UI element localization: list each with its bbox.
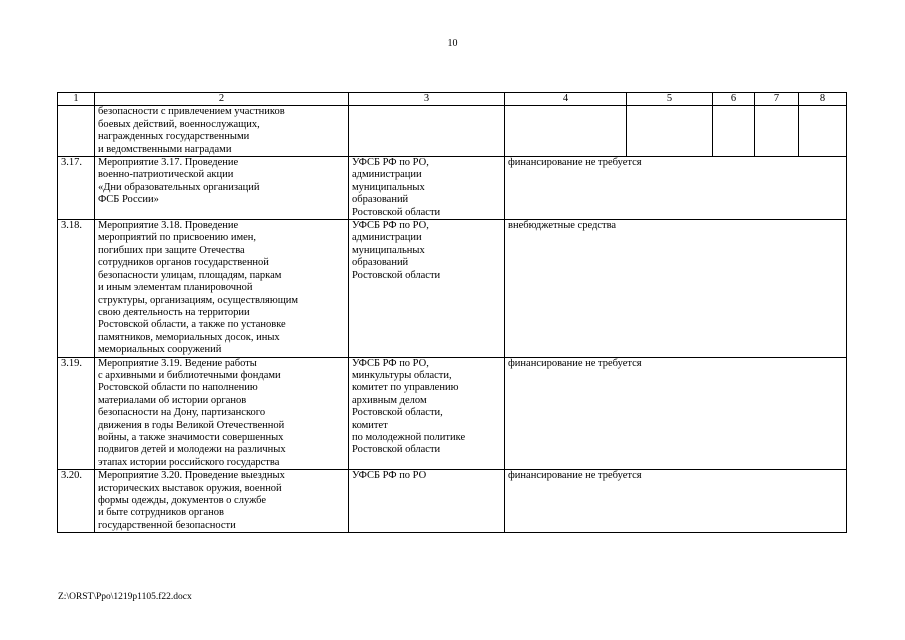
- responsible-executor: [349, 220, 505, 357]
- event-line: безопасности на Дону, партизанского: [98, 407, 266, 419]
- responsible-executor: [349, 106, 505, 157]
- table-row: [58, 157, 847, 220]
- event-line: мемориальных сооружений: [98, 344, 222, 356]
- row-number: 3.18.: [58, 220, 95, 357]
- column-number-5: 5: [627, 93, 713, 106]
- executor-line: по молодежной политике: [352, 431, 466, 443]
- executor-line: минкультуры области,: [352, 369, 452, 381]
- responsible-executor: [349, 157, 505, 220]
- column-number-6: 6: [713, 93, 755, 106]
- financing-source: [505, 106, 627, 157]
- event-line: свою деятельность на территории: [98, 306, 250, 318]
- event-line: движения в годы Великой Отечественной: [98, 419, 285, 431]
- financing-source: [505, 357, 847, 470]
- empty-cell: [627, 106, 713, 157]
- event-line: памятников, мемориальных досок, иных: [98, 331, 280, 343]
- event-line: «Дни образовательных организаций: [98, 181, 260, 193]
- executor-line: Ростовской области: [352, 444, 441, 456]
- event-line: материалами об истории органов: [98, 394, 247, 406]
- event-line: этапах истории российского государства: [98, 456, 280, 468]
- responsible-executor: [349, 357, 505, 470]
- row-number: 3.17.: [58, 157, 95, 220]
- table-row: [58, 220, 847, 357]
- event-line: и ведомственными наградами: [98, 143, 232, 155]
- financing-source: [505, 157, 847, 220]
- event-line: Мероприятие 3.17. Проведение: [98, 157, 239, 169]
- event-line: подвигов детей и молодежи на различных: [98, 444, 286, 456]
- responsible-executor: [349, 470, 505, 533]
- event-description: [95, 220, 349, 357]
- event-line: структуры, организациям, осуществляющим: [98, 294, 299, 306]
- column-number-2: 2: [95, 93, 349, 106]
- table-row: [58, 357, 847, 470]
- executor-line: администрации: [352, 169, 422, 181]
- column-number-header-row: [58, 93, 847, 106]
- column-number-8: 8: [799, 93, 847, 106]
- column-number-4: 4: [505, 93, 627, 106]
- column-number-7: 7: [755, 93, 799, 106]
- financing-text: финансирование не требуется: [508, 157, 642, 169]
- event-line: боевых действий, военнослужащих,: [98, 118, 260, 130]
- executor-line: УФСБ РФ по РО,: [352, 220, 429, 232]
- event-line: награжденных государственными: [98, 131, 250, 143]
- empty-cell: [713, 106, 755, 157]
- table-row: [58, 470, 847, 533]
- table-row: [58, 106, 847, 157]
- event-line: сотрудников органов государственной: [98, 257, 269, 269]
- executor-line: Ростовской области,: [352, 407, 443, 419]
- financing-source: [505, 470, 847, 533]
- event-line: Ростовской области, а также по установке: [98, 319, 286, 331]
- financing-text: финансирование не требуется: [508, 357, 642, 369]
- column-number-1: 1: [58, 93, 95, 106]
- financing-source: [505, 220, 847, 357]
- event-line: безопасности с привлечением участников: [98, 106, 285, 118]
- event-line: формы одежды, документов о службе: [98, 495, 267, 506]
- empty-cell: [799, 106, 847, 157]
- executor-line: комитет по управлению: [352, 382, 459, 394]
- event-description: [95, 157, 349, 220]
- event-line: военно-патриотической акции: [98, 169, 234, 181]
- file-path-footer: Z:\ORST\Ppo\1219p1105.f22.docx: [58, 592, 192, 602]
- executor-line: УФСБ РФ по РО,: [352, 157, 429, 169]
- event-line: и быте сотрудников органов: [98, 507, 224, 519]
- column-number-3: 3: [349, 93, 505, 106]
- executor-line: УФСБ РФ по РО: [352, 470, 427, 482]
- event-description: [95, 106, 349, 157]
- executor-line: УФСБ РФ по РО,: [352, 357, 429, 369]
- executor-line: муниципальных: [352, 244, 425, 256]
- executor-line: муниципальных: [352, 181, 425, 193]
- executor-line: образований: [352, 257, 409, 269]
- executor-line: администрации: [352, 232, 422, 244]
- event-line: безопасности улицам, площадям, паркам: [98, 269, 282, 281]
- executor-line: Ростовской области: [352, 269, 441, 281]
- program-events-table: [57, 92, 847, 533]
- row-number: 3.19.: [58, 357, 95, 470]
- event-line: ФСБ России»: [98, 194, 159, 206]
- row-number: 3.20.: [58, 470, 95, 533]
- event-line: Мероприятие 3.18. Проведение: [98, 220, 239, 232]
- row-number: [58, 106, 95, 157]
- executor-line: Ростовской области: [352, 206, 441, 218]
- event-line: Мероприятие 3.20. Проведение выездных: [98, 470, 285, 482]
- event-line: Ростовской области по наполнению: [98, 382, 258, 394]
- executor-line: образований: [352, 194, 409, 206]
- event-line: с архивными и библиотечными фондами: [98, 369, 281, 381]
- event-line: войны, а также значимости совершенных: [98, 431, 284, 443]
- event-description: [95, 357, 349, 470]
- event-line: Мероприятие 3.19. Ведение работы: [98, 357, 257, 369]
- financing-text: внебюджетные средства: [508, 220, 617, 232]
- event-line: погибших при защите Отечества: [98, 244, 245, 256]
- executor-line: архивным делом: [352, 394, 427, 406]
- event-line: государственной безопасности: [98, 519, 236, 531]
- event-line: мероприятий по присвоению имен,: [98, 232, 257, 244]
- executor-line: комитет: [352, 419, 388, 431]
- empty-cell: [755, 106, 799, 157]
- event-description: [95, 470, 349, 533]
- financing-text: финансирование не требуется: [508, 470, 642, 482]
- event-line: исторических выставок оружия, военной: [98, 482, 282, 494]
- event-line: и иным элементам планировочной: [98, 282, 253, 294]
- page-number: 10: [447, 38, 458, 49]
